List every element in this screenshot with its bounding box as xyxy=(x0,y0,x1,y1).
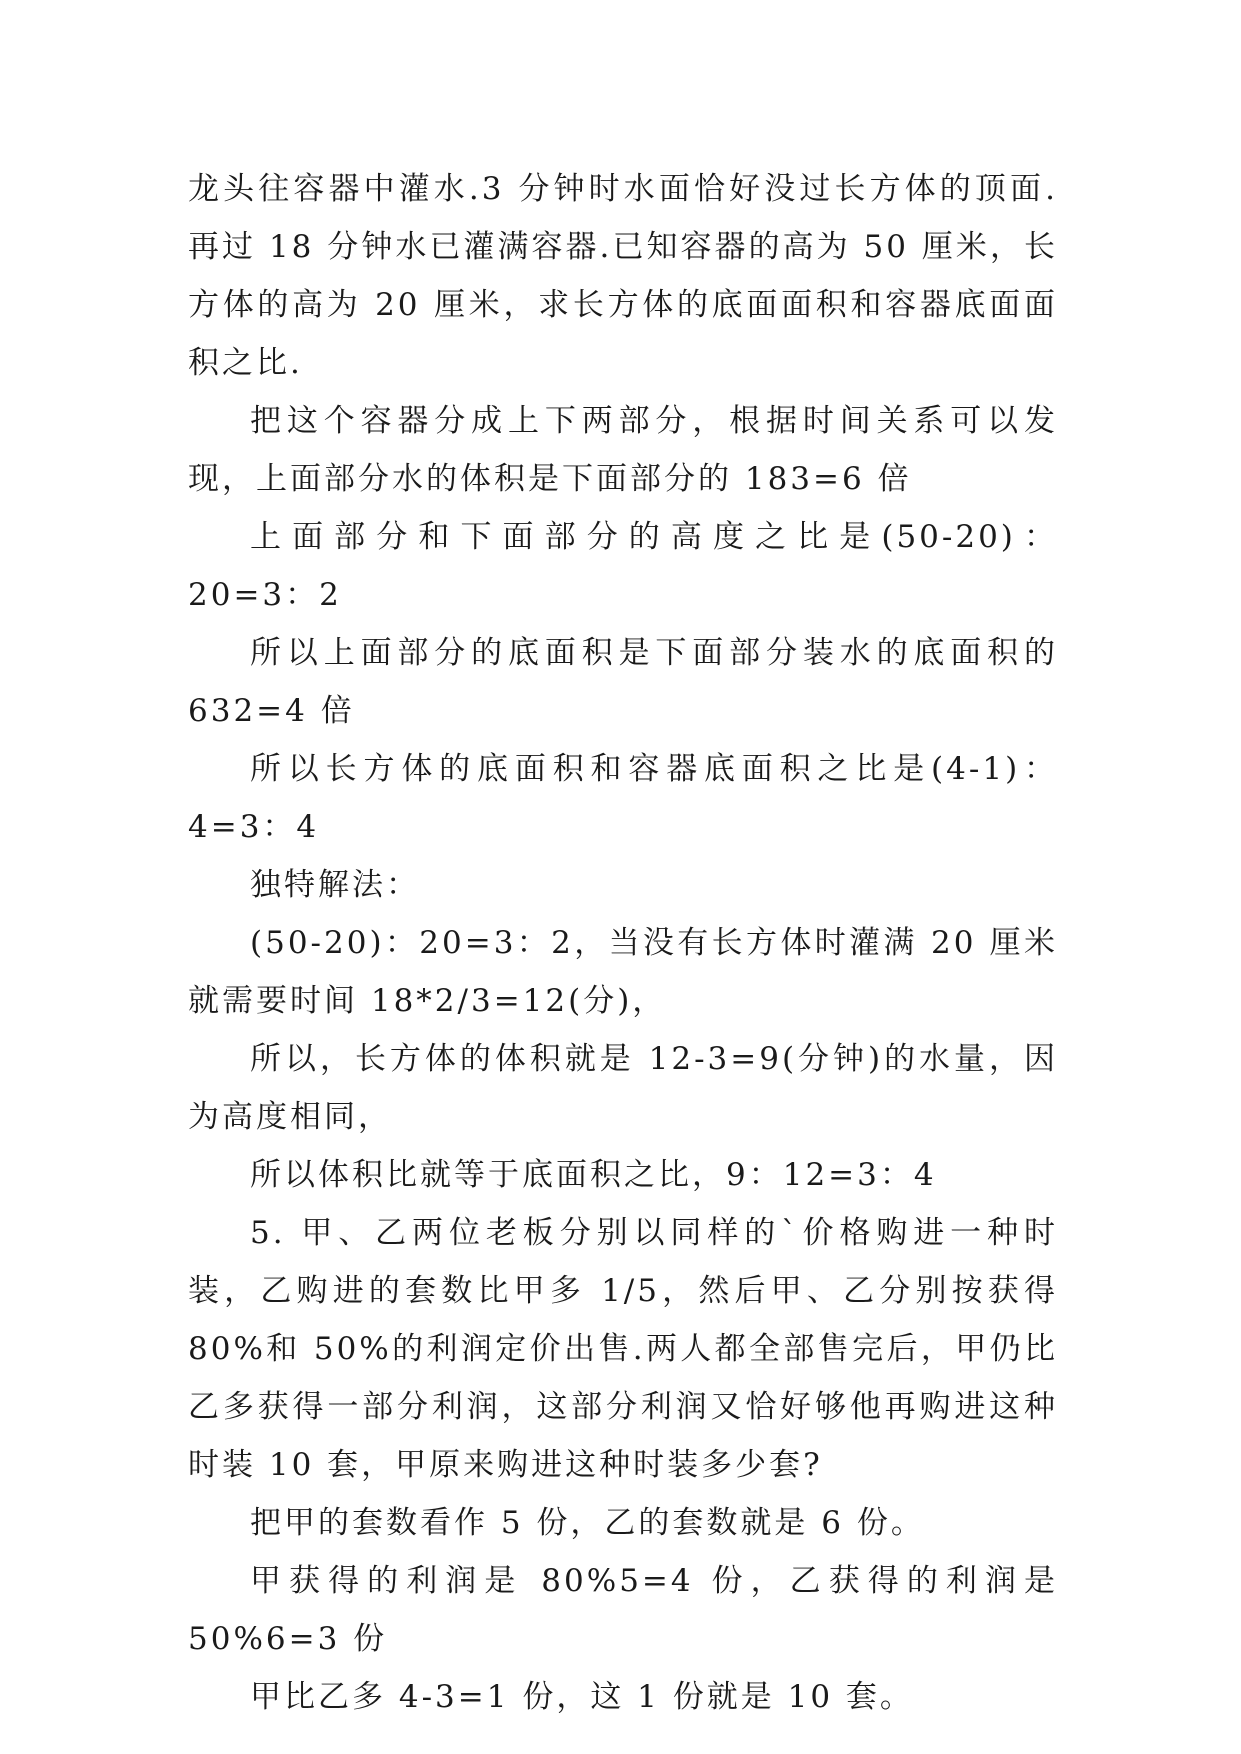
document-body xyxy=(188,160,1058,1726)
paragraph: 甲比乙多 4-3=1 份，这 1 份就是 10 套。 xyxy=(250,1679,914,1715)
paragraph: 所以长方体的底面积和容器底面积之比是(4-1)：4=3：4 xyxy=(188,751,1058,845)
paragraph: 龙头往容器中灌水.3 分钟时水面恰好没过长方体的顶面.再过 18 分钟水已灌满容器.已知容器的高为 50 厘米，长方体的高为 20 厘米，求长方体的底面面积和容器底面面积之比. xyxy=(188,171,1058,381)
paragraph: 所以体积比就等于底面积之比，9：12=3：4 xyxy=(250,1157,937,1193)
paragraph: 上面部分和下面部分的高度之比是(50-20)：20=3：2 xyxy=(188,519,1058,613)
paragraph: (50-20)：20=3：2，当没有长方体时灌满 20 厘米就需要时间 18*2/3=12(分)， xyxy=(188,925,1058,1019)
paragraph: 独特解法： xyxy=(250,867,420,903)
paragraph: 甲获得的利润是 80%5=4 份，乙获得的利润是 50%6=3 份 xyxy=(188,1563,1058,1657)
paragraph: 5. 甲、乙两位老板分别以同样的`价格购进一种时装，乙购进的套数比甲多 1/5，然后甲、乙分别按获得 80%和 50%的利润定价出售.两人都全部售完后，甲仍比乙多获得一部分利润，这部分利润又恰好够他再购进这种时装 10 套，甲原来购进这种时装多少套? xyxy=(188,1215,1058,1483)
paragraph: 所以，长方体的体积就是 12-3=9(分钟)的水量，因为高度相同， xyxy=(188,1041,1058,1135)
paragraph: 把这个容器分成上下两部分，根据时间关系可以发现，上面部分水的体积是下面部分的 183=6 倍 xyxy=(188,403,1058,497)
paragraph: 把甲的套数看作 5 份，乙的套数就是 6 份。 xyxy=(250,1505,925,1541)
paragraph: 所以上面部分的底面积是下面部分装水的底面积的 632=4 倍 xyxy=(188,635,1058,729)
